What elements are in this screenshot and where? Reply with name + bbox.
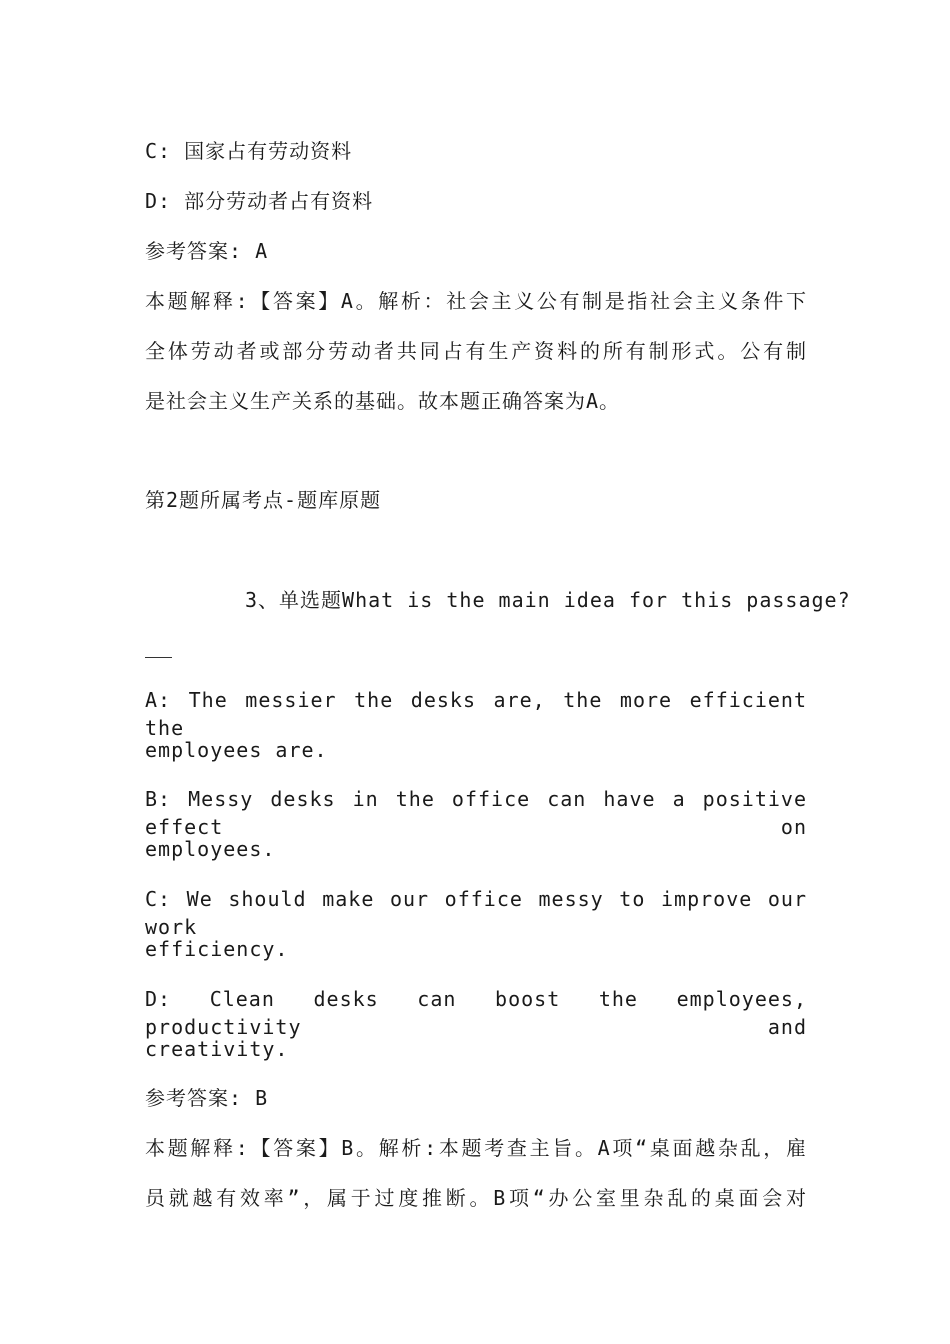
q3-question: 3、单选题What is the main idea for this passage? [245,588,851,612]
q3-answer: 参考答案: B [145,1086,269,1110]
q3-option-b-line-2: employees. [145,837,276,861]
answer-blank-line [145,657,172,658]
q3-option-a-line-2: employees are. [145,738,328,762]
q3-explanation-line-1: 本题解释:【答案】B。解析:本题考查主旨。A项“桌面越杂乱，雇 [145,1136,807,1160]
q3-explanation-line-2: 员就越有效率”，属于过度推断。B项“办公室里杂乱的桌面会对 [145,1186,807,1210]
q1-option-d: D: 部分劳动者占有资料 [145,189,374,213]
q1-explanation-line-1: 本题解释:【答案】A。解析：社会主义公有制是指社会主义条件下 [145,289,807,313]
q3-option-d-line-1: D: Clean desks can boost the employees, productivity and [145,987,807,1039]
q3-option-c-line-2: efficiency. [145,937,289,961]
q1-explanation-line-3: 是社会主义生产关系的基础。故本题正确答案为A。 [145,389,621,413]
q3-option-a-line-1: A: The messier the desks are, the more efficient the [145,688,807,740]
q1-option-c: C: 国家占有劳动资料 [145,139,353,163]
q1-explanation-line-2: 全体劳动者或部分劳动者共同占有生产资料的所有制形式。公有制 [145,339,807,363]
q2-topic-note: 第2题所属考点-题库原题 [145,488,382,512]
q3-option-d-line-2: creativity. [145,1037,289,1061]
q3-option-c-line-1: C: We should make our office messy to improve our work [145,887,807,939]
q3-option-b-line-1: B: Messy desks in the office can have a positive effect on [145,787,807,839]
q1-answer: 参考答案: A [145,239,269,263]
